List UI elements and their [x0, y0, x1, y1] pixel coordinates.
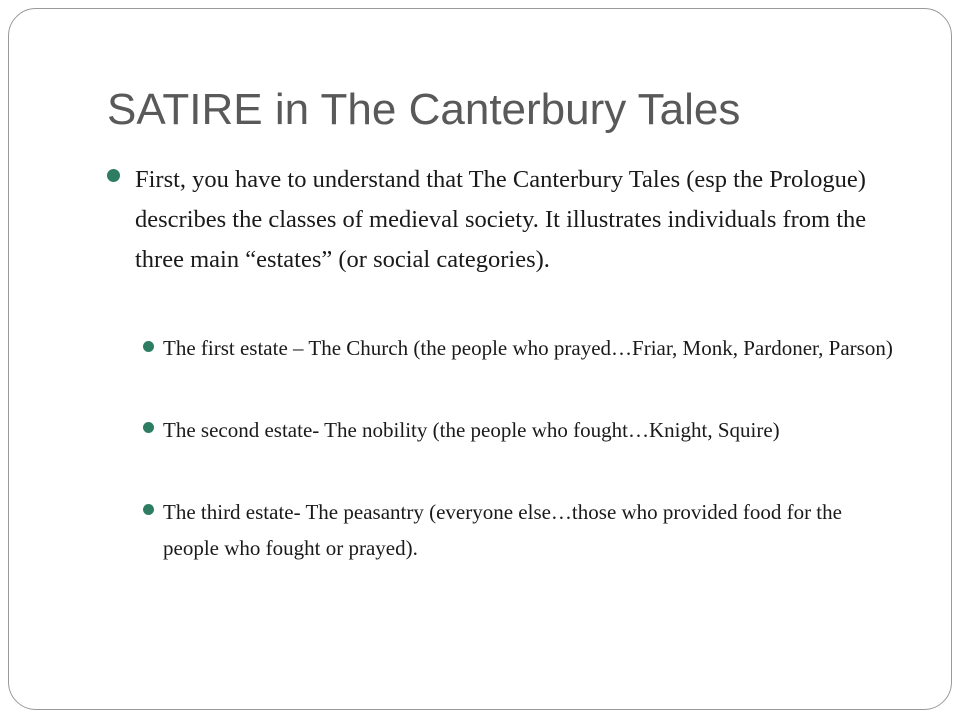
- sub-bullet-dot-icon: [143, 504, 154, 515]
- sub-bullet-dot-icon: [143, 422, 154, 433]
- sub-bullet-item-third-estate: The third estate- The peasantry (everyone else…those who provided food for the people who fought or prayed).: [163, 500, 842, 560]
- bullet-item: First, you have to understand that The Canterbury Tales (esp the Prologue) describes the classes of medieval society. It illustrates individuals from the three main “estates” (or social categories).: [135, 166, 867, 273]
- slide-title: SATIRE in The Canterbury Tales: [107, 85, 741, 134]
- sub-bullet-dot-icon: [143, 341, 154, 352]
- sub-bullet-item-first-estate: The first estate – The Church (the people who prayed…Friar, Monk, Pardoner, Parson): [163, 336, 893, 360]
- sub-bullet-item-second-estate: The second estate- The nobility (the people who fought…Knight, Squire): [163, 418, 780, 442]
- bullet-dot-icon: [107, 169, 120, 182]
